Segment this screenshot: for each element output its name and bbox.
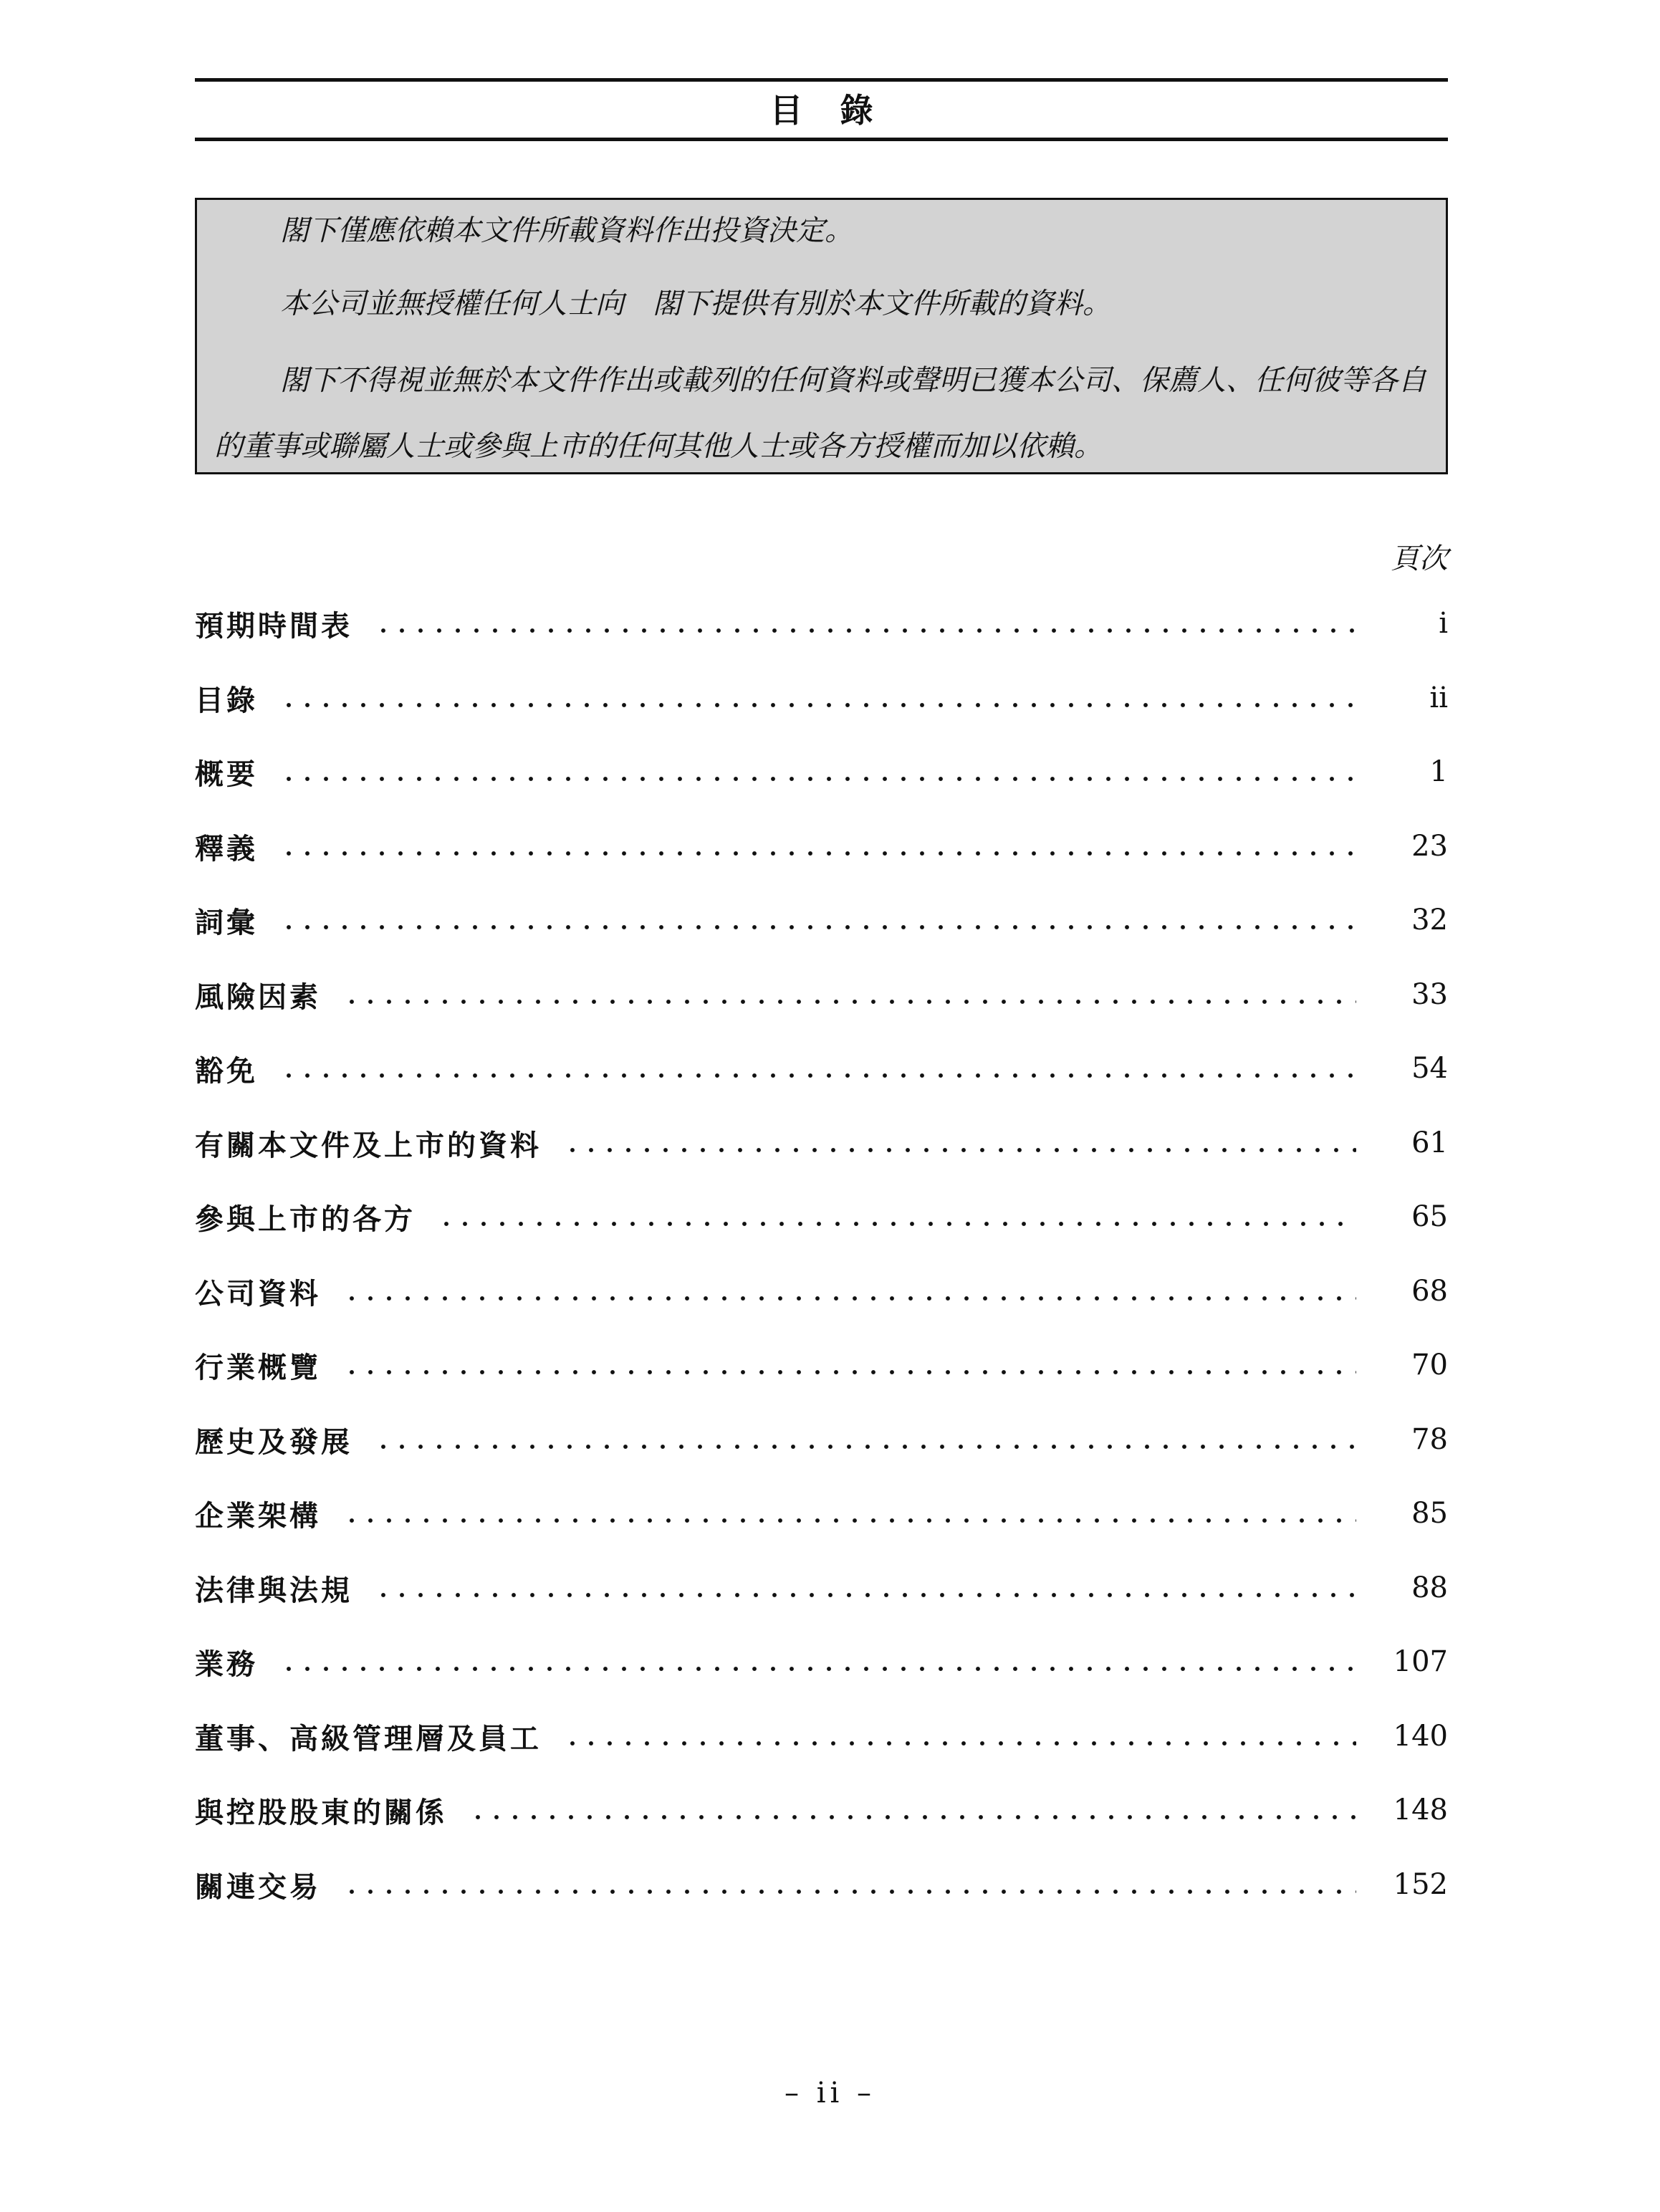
toc-entry-page: 88 xyxy=(1411,1571,1448,1604)
toc-entry-page: 65 xyxy=(1411,1200,1448,1233)
toc-entry[interactable] xyxy=(195,973,1448,1016)
toc-entry-label: 企業架構 xyxy=(195,1493,342,1534)
toc-entry-page: 152 xyxy=(1393,1868,1448,1901)
toc-entry-page: 68 xyxy=(1411,1275,1448,1308)
toc-entry-label: 公司資料 xyxy=(195,1271,342,1312)
toc-entry-label: 釋義 xyxy=(195,826,279,867)
toc-entry-label: 關連交易 xyxy=(195,1864,342,1905)
toc-entry-page: 23 xyxy=(1411,830,1448,863)
toc-entry-page: 70 xyxy=(1411,1349,1448,1382)
toc-entry[interactable] xyxy=(195,1715,1448,1758)
toc-entry-page: 78 xyxy=(1411,1423,1448,1456)
toc-entry[interactable] xyxy=(195,1418,1448,1461)
toc-entry-label: 行業概覽 xyxy=(195,1345,342,1386)
toc-entry[interactable] xyxy=(195,1121,1448,1164)
toc-entry-page: i xyxy=(1439,607,1448,640)
notice-paragraph: 本公司並無授權任何人士向 閣下提供有別於本文件所載的資料。 xyxy=(280,287,1111,320)
page-number: – ii – xyxy=(784,2077,875,2110)
toc-entry-page: 1 xyxy=(1429,755,1448,788)
toc-leader-dots xyxy=(279,776,1356,782)
toc-entry-label: 有關本文件及上市的資料 xyxy=(195,1123,563,1164)
toc-entry-page: 148 xyxy=(1393,1794,1448,1826)
toc-entry[interactable] xyxy=(195,602,1448,645)
page-title: 目錄 xyxy=(769,91,911,130)
toc-entry-label: 風險因素 xyxy=(195,975,342,1015)
toc-leader-dots xyxy=(279,1666,1356,1672)
toc-entry-label: 法律與法規 xyxy=(195,1568,374,1609)
toc-leader-dots xyxy=(563,1741,1356,1746)
toc-entry-label: 目錄 xyxy=(195,678,279,719)
toc-leader-dots xyxy=(279,702,1356,708)
notice-box xyxy=(195,198,1448,474)
toc-entry[interactable] xyxy=(195,1492,1448,1535)
toc-entry-label: 預期時間表 xyxy=(195,603,374,644)
toc-entry-page: 54 xyxy=(1411,1052,1448,1085)
toc-leader-dots xyxy=(469,1814,1356,1820)
toc-entry[interactable] xyxy=(195,1640,1448,1683)
title-bottom-rule xyxy=(195,138,1448,141)
title-top-rule xyxy=(195,78,1448,82)
toc-entry[interactable] xyxy=(195,1047,1448,1090)
toc-leader-dots xyxy=(342,1518,1356,1523)
toc-entry[interactable] xyxy=(195,1344,1448,1387)
toc-entry[interactable] xyxy=(195,750,1448,793)
toc-entry-label: 業務 xyxy=(195,1642,279,1682)
toc-leader-dots xyxy=(437,1221,1356,1227)
toc-leader-dots xyxy=(563,1147,1356,1153)
toc-entry[interactable] xyxy=(195,1270,1448,1313)
toc-entry-page: ii xyxy=(1429,681,1448,714)
toc-entry-label: 詞彙 xyxy=(195,900,279,941)
toc-leader-dots xyxy=(374,1444,1356,1450)
toc-entry-page: 140 xyxy=(1393,1720,1448,1753)
toc-entry[interactable] xyxy=(195,1566,1448,1609)
toc-entry[interactable] xyxy=(195,676,1448,719)
toc-entry[interactable] xyxy=(195,1789,1448,1832)
toc-leader-dots xyxy=(279,924,1356,930)
toc-entry-page: 85 xyxy=(1411,1497,1448,1530)
notice-paragraph: 閣下不得視並無於本文件作出或載列的任何資料或聲明已獲本公司、保薦人、任何彼等各自的董事或聯屬人士或參與上市的任何其他人士或各方授權而加以依賴。 xyxy=(214,364,1426,463)
toc-leader-dots xyxy=(342,999,1356,1005)
toc-leader-dots xyxy=(279,1073,1356,1078)
toc-entry-page: 32 xyxy=(1411,904,1448,937)
toc-leader-dots xyxy=(374,628,1356,633)
toc-entry-page: 107 xyxy=(1393,1645,1448,1678)
toc-entry[interactable] xyxy=(195,1195,1448,1238)
notice-paragraph: 閣下僅應依賴本文件所載資料作出投資決定。 xyxy=(280,214,853,247)
toc-entry-page: 61 xyxy=(1411,1126,1448,1159)
toc-entry-label: 董事、高級管理層及員工 xyxy=(195,1716,563,1757)
toc-entry[interactable] xyxy=(195,899,1448,942)
toc-entry-label: 豁免 xyxy=(195,1048,279,1089)
toc-entry-label: 與控股股東的關係 xyxy=(195,1790,469,1831)
toc-leader-dots xyxy=(342,1296,1356,1301)
toc-entry-page: 33 xyxy=(1411,978,1448,1011)
toc-entry[interactable] xyxy=(195,825,1448,868)
toc-leader-dots xyxy=(342,1369,1356,1375)
toc-entry[interactable] xyxy=(195,1863,1448,1906)
toc-entry-label: 參與上市的各方 xyxy=(195,1197,437,1237)
toc-entry-label: 概要 xyxy=(195,752,279,793)
toc-entry-label: 歷史及發展 xyxy=(195,1419,374,1460)
toc-leader-dots xyxy=(342,1889,1356,1895)
toc-leader-dots xyxy=(279,851,1356,856)
toc-leader-dots xyxy=(374,1592,1356,1598)
page-column-label: 頁次 xyxy=(1391,542,1448,575)
